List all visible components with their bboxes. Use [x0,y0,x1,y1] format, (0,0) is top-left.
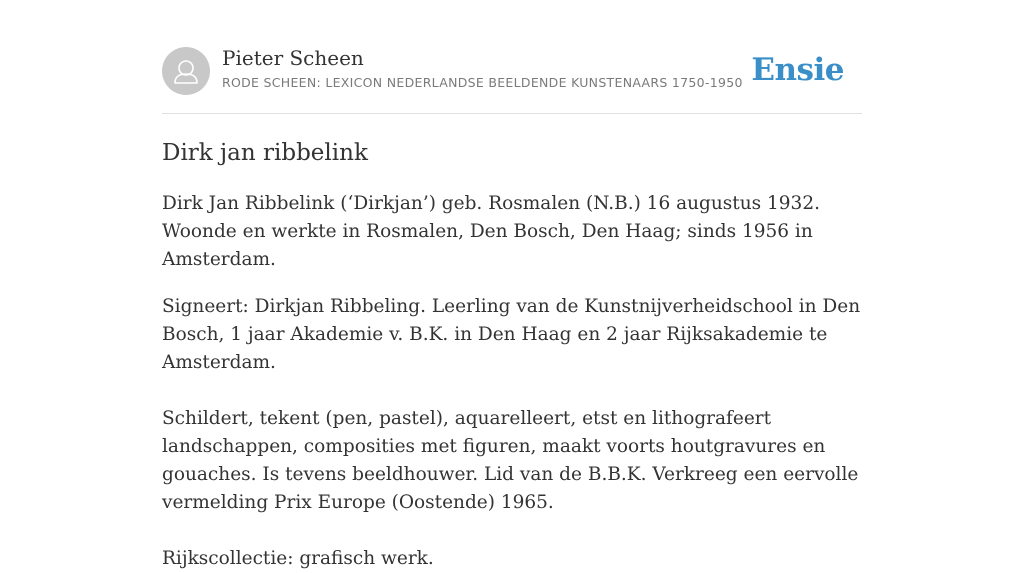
article-container [162,0,862,569]
ensie-logo[interactable]: Ensie [751,52,844,88]
paragraph-collection: Rijkscollectie: grafisch werk. [162,548,434,569]
paragraph-work: Schildert, tekent (pen, pastel), aquarelleert, etst en lithografeert landschappen, composities met figuren, maakt voorts houtgravures en gouaches. Is tevens beeldhouwer. Lid van de B.B.K. Verkreeg een eervolle vermelding Prix Europe (Oostende) 1965. [162,408,859,513]
user-icon [162,47,210,95]
source-label[interactable]: RODE SCHEEN: LEXICON NEDERLANDSE BEELDENDE KUNSTENAARS 1750-1950 [222,75,743,90]
article-body [162,190,862,573]
author-name[interactable]: Pieter Scheen [222,46,364,70]
paragraph-intro: Dirk Jan Ribbelink (‘Dirkjan’) geb. Rosmalen (N.B.) 16 augustus 1932. Woonde en werkte in Rosmalen, Den Bosch, Den Haag; sinds 1956 in Amsterdam. [162,193,820,270]
article-header [162,0,862,114]
page-title: Dirk jan ribbelink [162,140,368,166]
paragraph-signature: Signeert: Dirkjan Ribbeling. Leerling van de Kunstnijverheidschool in Den Bosch, 1 jaar Akademie v. B.K. in Den Haag en 2 jaar Rijksakademie te Amsterdam. [162,296,861,373]
author-avatar[interactable] [162,47,210,95]
